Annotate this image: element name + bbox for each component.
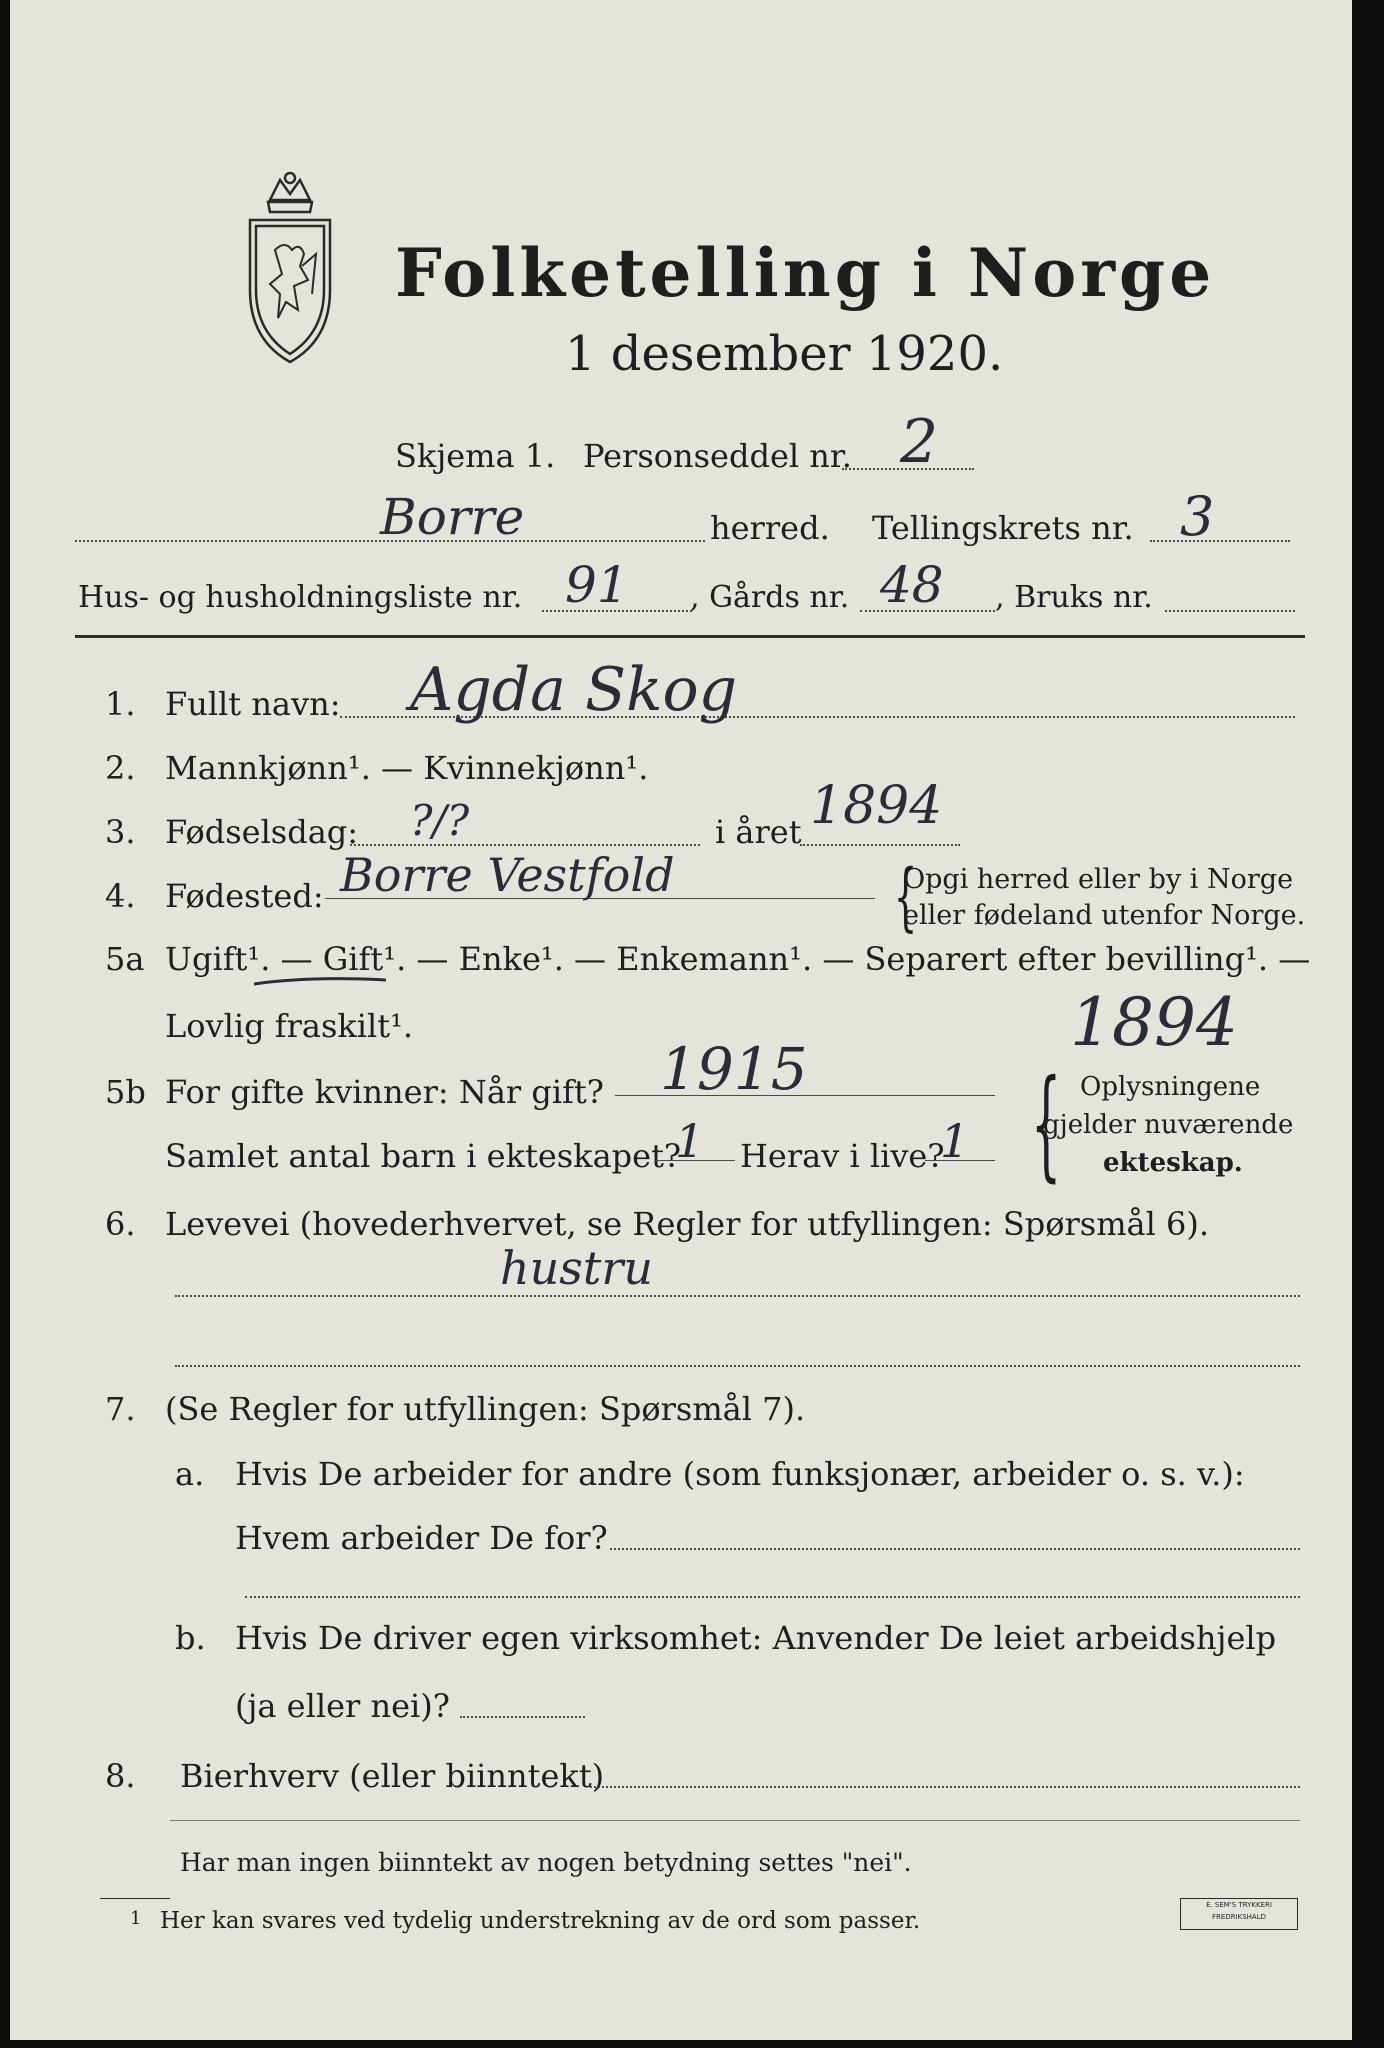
q8-number: 8. <box>105 1757 136 1795</box>
personseddel-value: 2 <box>900 407 939 477</box>
tellingskrets-line <box>1150 540 1290 542</box>
q5b-label-2: Samlet antal barn i ekteskapet? <box>165 1137 682 1175</box>
q1-value: Agda Skog <box>410 655 737 725</box>
herred-value: Borre <box>380 488 525 546</box>
norwegian-coat-of-arms-icon <box>230 170 350 370</box>
q1-number: 1. <box>105 685 136 723</box>
q7-number: 7. <box>105 1390 136 1428</box>
header-divider <box>75 635 1305 638</box>
bruks-label: , Bruks nr. <box>995 580 1153 615</box>
hus-value: 91 <box>565 556 629 614</box>
q6-value: hustru <box>500 1241 653 1295</box>
margin-note-year: 1894 <box>1070 984 1238 1061</box>
gards-value: 48 <box>880 556 944 614</box>
q7a-label-2: Hvem arbeider De for? <box>235 1519 608 1557</box>
q5a-label-2: Lovlig fraskilt¹. <box>165 1007 414 1045</box>
q5b-label: For gifte kvinner: Når gift? <box>165 1073 604 1111</box>
bruks-line <box>1165 610 1295 612</box>
q5a-number: 5a <box>105 940 145 978</box>
q2-number: 2. <box>105 749 136 787</box>
q8-label: Bierhverv (eller biinntekt) <box>180 1757 605 1795</box>
personseddel-label: Personseddel nr. <box>583 437 852 475</box>
q6-line-2 <box>175 1365 1300 1367</box>
q5b-value: 1915 <box>660 1035 808 1103</box>
q7a-number: a. <box>175 1455 205 1493</box>
q4-note-line-2: eller fødeland utenfor Norge. <box>903 900 1306 931</box>
tellingskrets-value: 3 <box>1180 485 1215 548</box>
printer-stamp-text: E. SEM'S TRYKKERI FREDRIKSHALD <box>1206 1901 1272 1921</box>
q4-brace: { <box>893 854 918 940</box>
biinntekt-note: Har man ingen biinntekt av nogen betydning settes "nei". <box>180 1848 912 1877</box>
q7a-line-1 <box>610 1548 1300 1550</box>
q2-label: Mannkjønn¹. — Kvinnekjønn¹. <box>165 749 649 787</box>
q5b-number: 5b <box>105 1073 146 1111</box>
q3-label: Fødselsdag: <box>165 813 359 851</box>
q5b-value-3: 1 <box>940 1114 970 1168</box>
q6-number: 6. <box>105 1205 136 1243</box>
q3-line <box>350 844 700 846</box>
q5b-label-3: Herav i live? <box>740 1137 945 1175</box>
herred-label: herred. <box>710 509 830 547</box>
q7b-label-2: (ja eller nei)? <box>235 1687 450 1725</box>
footnote-number: 1 <box>130 1908 142 1929</box>
q3-value: ?/? <box>410 796 470 845</box>
q4-label: Fødested: <box>165 877 324 915</box>
q6-label: Levevei (hovederhvervet, se Regler for utfyllingen: Spørsmål 6). <box>165 1205 1210 1243</box>
q8-divider <box>170 1820 1300 1821</box>
q5b-note-line-3: ekteskap. <box>1103 1148 1243 1178</box>
q7a-line-2 <box>245 1596 1300 1598</box>
q5b-note-line-1: Oplysningene <box>1080 1072 1261 1102</box>
q3-year-value: 1894 <box>810 776 943 836</box>
q7-label: (Se Regler for utfyllingen: Spørsmål 7). <box>165 1390 806 1428</box>
hus-label: Hus- og husholdningsliste nr. <box>78 580 523 615</box>
gards-label: , Gårds nr. <box>690 580 850 615</box>
q7a-label: Hvis De arbeider for andre (som funksjonær, arbeider o. s. v.): <box>235 1455 1245 1493</box>
census-form-page <box>10 0 1352 2040</box>
q7b-line <box>460 1716 585 1718</box>
q3-year-line <box>800 844 960 846</box>
q7b-number: b. <box>175 1619 206 1657</box>
q7b-label: Hvis De driver egen virksomhet: Anvender De leiet arbeidshjelp <box>235 1619 1277 1657</box>
q4-note-line-1: Opgi herred eller by i Norge <box>903 864 1294 895</box>
q3-year-label: i året <box>715 813 802 851</box>
schema-label: Skjema 1. <box>395 437 556 475</box>
q5b-value-2: 1 <box>675 1114 705 1168</box>
q5b-note-line-2: gjelder nuværende <box>1043 1110 1294 1140</box>
q4-number: 4. <box>105 877 136 915</box>
footnote-text: Her kan svares ved tydelig understrekning av de ord som passer. <box>160 1908 921 1934</box>
q8-line <box>590 1786 1300 1788</box>
q5a-label: Ugift¹. — Gift¹. — Enke¹. — Enkemann¹. — Separert efter bevilling¹. — <box>165 940 1311 978</box>
form-title: Folketelling i Norge <box>395 234 1216 312</box>
footnote-divider <box>100 1898 170 1899</box>
gift-underline-mark <box>250 972 390 992</box>
tellingskrets-label: Tellingskrets nr. <box>872 509 1134 547</box>
printer-stamp <box>1180 1898 1298 1930</box>
q4-value: Borre Vestfold <box>340 848 675 902</box>
form-date: 1 desember 1920. <box>565 326 1004 382</box>
q3-number: 3. <box>105 813 136 851</box>
q1-label: Fullt navn: <box>165 685 341 723</box>
q6-line-1 <box>175 1295 1300 1297</box>
q5b-brace: { <box>1030 1055 1062 1194</box>
